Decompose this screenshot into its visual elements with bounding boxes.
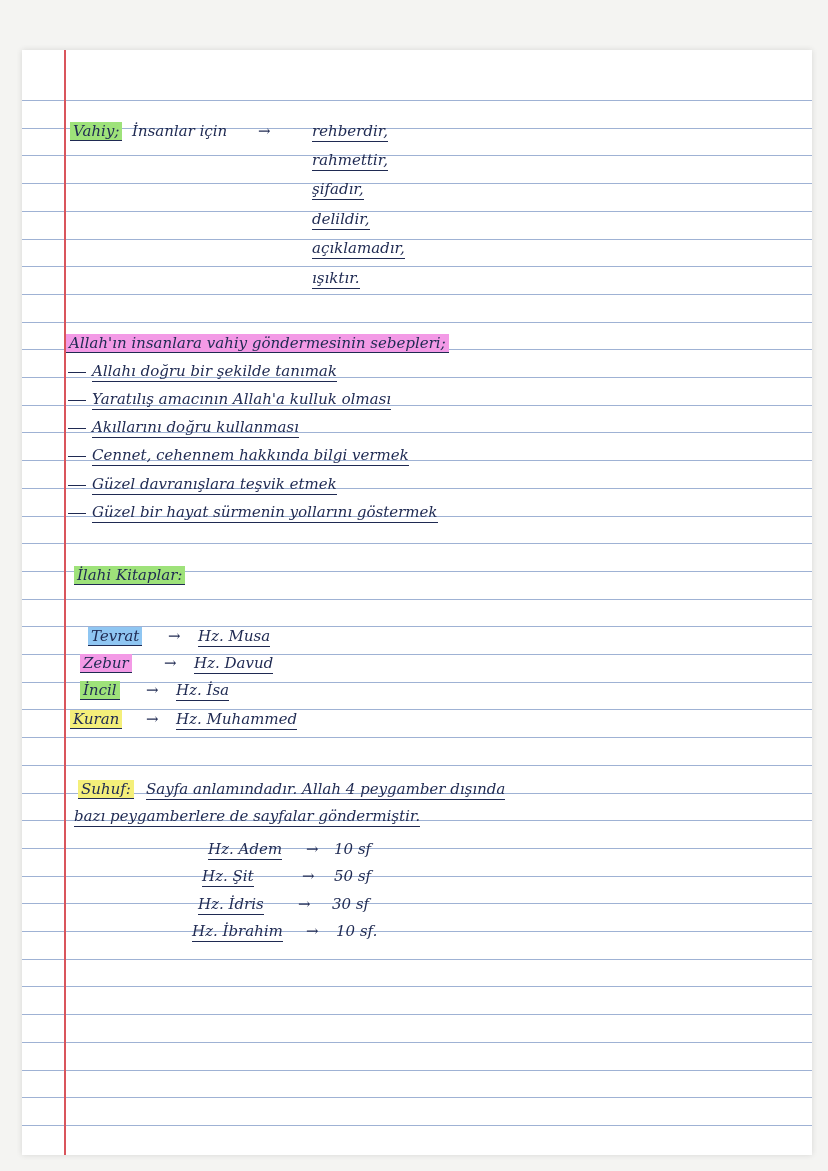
ruled-line <box>22 765 812 766</box>
arrow-icon: → <box>298 895 311 913</box>
vahiy-item: şifadır, <box>312 180 364 198</box>
ruled-line <box>22 155 812 156</box>
ruled-line <box>22 266 812 267</box>
arrow-icon: → <box>258 122 271 140</box>
book-prophet: Hz. Muhammed <box>176 710 298 728</box>
reason-item: Akıllarını doğru kullanması <box>92 418 299 436</box>
suhuf-pages: 30 sf <box>332 895 370 913</box>
ruled-line <box>22 737 812 738</box>
list-dash <box>68 428 86 429</box>
list-dash <box>68 513 86 514</box>
vahiy-item: açıklamadır, <box>312 239 405 257</box>
reason-item: Güzel bir hayat sürmenin yollarını göstermek <box>92 503 438 521</box>
reason-item: Allahı doğru bir şekilde tanımak <box>92 362 337 380</box>
margin-line <box>64 50 66 1155</box>
vahiy-item: rahmettir, <box>312 151 389 169</box>
suhuf-pages: 10 sf. <box>336 922 378 940</box>
ruled-line <box>22 1042 812 1043</box>
ruled-line <box>22 848 812 849</box>
ruled-line <box>22 986 812 987</box>
list-dash <box>68 456 86 457</box>
ruled-line <box>22 959 812 960</box>
suhuf-pages: 50 sf <box>334 867 372 885</box>
vahiy-item: ışıktır. <box>312 269 360 287</box>
book-prophet: Hz. İsa <box>176 681 230 699</box>
arrow-icon: → <box>306 840 319 858</box>
suhuf-prophet: Hz. İdris <box>198 895 264 913</box>
ruled-line <box>22 294 812 295</box>
arrow-icon: → <box>306 922 319 940</box>
vahiy-item: delildir, <box>312 210 370 228</box>
arrow-icon: → <box>168 627 181 645</box>
arrow-icon: → <box>146 681 159 699</box>
reason-item: Cennet, cehennem hakkında bilgi vermek <box>92 446 409 464</box>
book-name: Kuran <box>70 710 122 729</box>
ruled-line <box>22 931 812 932</box>
vahiy-label: Vahiy; <box>70 122 122 141</box>
ruled-line <box>22 183 812 184</box>
ruled-line <box>22 654 812 655</box>
notebook-page <box>22 50 812 1155</box>
reason-item: Güzel davranışlara teşvik etmek <box>92 475 337 493</box>
vahiy-intro: İnsanlar için <box>132 122 228 140</box>
ruled-line <box>22 903 812 904</box>
arrow-icon: → <box>302 867 315 885</box>
book-name: İncil <box>80 681 120 700</box>
book-name: Zebur <box>80 654 132 673</box>
arrow-icon: → <box>146 710 159 728</box>
suhuf-line: bazı peygamberlere de sayfalar göndermiştir. <box>74 807 421 825</box>
vahiy-item: rehberdir, <box>312 122 389 140</box>
reason-item: Yaratılış amacının Allah'a kulluk olması <box>92 390 392 408</box>
book-prophet: Hz. Davud <box>194 654 274 672</box>
suhuf-prophet: Hz. Adem <box>208 840 283 858</box>
ruled-line <box>22 682 812 683</box>
reasons-title: Allah'ın insanlara vahiy göndermesinin sebepleri; <box>66 334 449 353</box>
book-prophet: Hz. Musa <box>198 627 271 645</box>
list-dash <box>68 400 86 401</box>
ruled-line <box>22 1014 812 1015</box>
ruled-line <box>22 322 812 323</box>
suhuf-pages: 10 sf <box>334 840 372 858</box>
ruled-line <box>22 1125 812 1126</box>
suhuf-prophet: Hz. Şit <box>202 867 254 885</box>
list-dash <box>68 485 86 486</box>
ruled-line <box>22 1097 812 1098</box>
ruled-line <box>22 599 812 600</box>
ruled-line <box>22 211 812 212</box>
suhuf-label: Suhuf: <box>78 780 134 799</box>
ruled-line <box>22 239 812 240</box>
suhuf-prophet: Hz. İbrahim <box>192 922 283 940</box>
suhuf-line: Sayfa anlamındadır. Allah 4 peygamber dışında <box>146 780 506 798</box>
book-name: Tevrat <box>88 627 142 646</box>
books-title: İlahi Kitaplar: <box>74 566 185 585</box>
ruled-line <box>22 543 812 544</box>
ruled-line <box>22 100 812 101</box>
ruled-line <box>22 709 812 710</box>
ruled-line <box>22 876 812 877</box>
list-dash <box>68 372 86 373</box>
arrow-icon: → <box>164 654 177 672</box>
ruled-line <box>22 1070 812 1071</box>
